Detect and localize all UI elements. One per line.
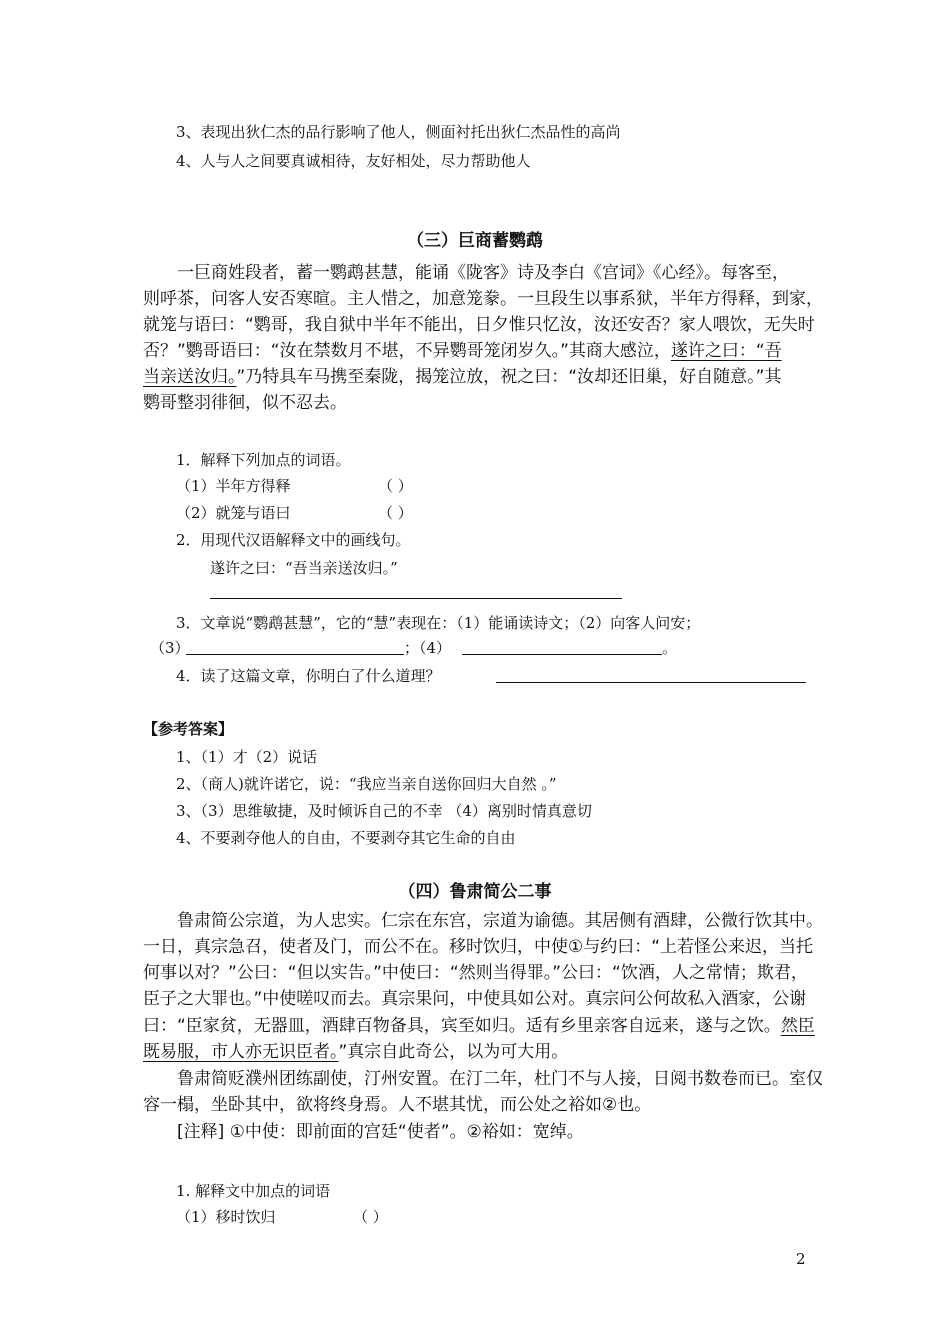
underlined-sentence-part2: 当亲送汝归。	[143, 367, 237, 387]
section4-title: （四）鲁肃简公二事	[398, 882, 552, 902]
answer-line-q3-4[interactable]	[462, 654, 662, 655]
section3-line5-text: ”乃特具车马携至秦陇，揭笼泣放，祝之曰：“汝却还旧巢，好自随意。”其	[236, 367, 782, 387]
section3-question3: 3．文章说“鹦鹉甚慧”，它的“慧”表现在：（1）能诵读诗文；（2）向客人问安；	[176, 614, 701, 632]
section3-para-line6: 鹦哥整羽徘徊，似不忍去。	[143, 393, 347, 413]
underlined-sentence-part1: 遂许之曰：“吾	[670, 341, 782, 361]
answer-3: 3、（3）思维敏捷，及时倾诉自己的不幸 （4）离别时情真意切	[176, 802, 592, 820]
answer-4: 4、不要剥夺他人的自由，不要剥夺其它生命的自由	[176, 829, 516, 847]
answer-paren-q1-2[interactable]: （ ）	[378, 504, 413, 522]
section4-q1-item1: （1）移时饮归	[176, 1208, 276, 1226]
prev-answer-3: 4、人与人之间要真诚相待，友好相处，尽力帮助他人	[176, 152, 531, 170]
answer-paren-s4-q1-1[interactable]: （ ）	[353, 1208, 388, 1226]
section4-underlined-part2: 既易服，市人亦无识臣者。	[143, 1042, 339, 1062]
section4-para2-line1: 鲁肃简贬濮州团练副使，汀州安置。在汀二年，杜门不与人接，日阅书数卷而已。室仅	[177, 1069, 823, 1089]
section3-para-line5	[143, 362, 781, 387]
section4-para1-line6	[143, 1037, 568, 1062]
section3-line4-text: 否？”鹦哥语曰：“汝在禁数月不堪，不异鹦哥笼闭岁久。”其商大感泣，	[143, 341, 671, 361]
section4-line6-text: ”真宗自此奇公，以为可大用。	[338, 1042, 569, 1062]
section3-para-line4	[143, 336, 782, 361]
section3-q1-item2: （2）就笼与语曰	[176, 504, 291, 522]
answers-title: 【参考答案】	[143, 720, 234, 738]
prev-answer-2: 3、表现出狄仁杰的品行影响了他人，侧面衬托出狄仁杰品性的高尚	[176, 123, 621, 141]
section3-title: （三）巨商蓄鹦鹉	[407, 231, 543, 251]
answer-paren-q1-1[interactable]: （ ）	[378, 477, 413, 495]
page-number: 2	[796, 1250, 806, 1268]
section4-question1: 1. 解释文中加点的词语	[176, 1182, 331, 1200]
answer-2: 2、（商人)就许诺它，说：“我应当亲自送你回归大自然 。”	[176, 775, 557, 793]
section4-para1-line2: 一日，真宗急召，使者及门，而公不在。移时饮归，中使①与约曰：“上若怪公来迟，当托	[143, 937, 814, 957]
answer-1: 1、（1）才（2）说话	[176, 748, 318, 766]
section3-q3-end: 。	[662, 639, 678, 657]
section3-para-line1: 一巨商姓段者，蓄一鹦鹉甚慧，能诵《陇客》诗及李白《宫词》《心经》。每客至，	[177, 263, 789, 283]
section3-question4: 4．读了这篇文章，你明白了什么道理？	[176, 667, 441, 685]
section3-para-line2: 则呼茶，问客人安否寒暄。主人惜之，加意笼豢。一旦段生以事系狱，半年方得释，到家，	[143, 289, 823, 309]
section4-para1-line5	[143, 1011, 815, 1036]
section4-para1-line3: 何事以对？”公曰：“但以实告。”中使曰：“然则当得罪。”公曰：“饮酒，人之常情；欺君，	[143, 963, 808, 983]
section3-q2-quote: 遂许之曰：“吾当亲送汝归。”	[210, 559, 398, 577]
section3-question2: 2．用现代汉语解释文中的画线句。	[176, 531, 411, 549]
section4-note: [注释] ①中使：即前面的宫廷“使者”。②裕如：宽绰。	[177, 1122, 584, 1142]
section3-question1: 1．解释下列加点的词语。	[176, 451, 351, 469]
section4-para1-line1: 鲁肃简公宗道，为人忠实。仁宗在东宫，宗道为谕德。其居侧有酒肆，公微行饮其中。	[177, 911, 823, 931]
answer-line-q4[interactable]	[496, 682, 806, 683]
section3-q3-item3: （3）	[150, 639, 190, 657]
answer-line-q3-3[interactable]	[186, 654, 404, 655]
section4-para1-line4: 臣子之大罪也。”中使嗟叹而去。真宗果问，中使具如公对。真宗问公何故私入酒家，公谢	[143, 989, 807, 1009]
section4-para2-line2: 容一榻，坐卧其中，欲将终身焉。人不堪其忧，而公处之裕如②也。	[143, 1095, 652, 1115]
section4-line5-text: 曰：“臣家贫，无器皿，酒肆百物备具，宾至如归。适有乡里亲客自远来，遂与之饮。	[143, 1016, 781, 1036]
section3-q1-item1: （1）半年方得释	[176, 477, 291, 495]
section3-q3-item4: ；（4）	[404, 639, 452, 657]
section4-underlined-part1: 然臣	[780, 1016, 815, 1036]
answer-line-q2[interactable]	[210, 598, 622, 599]
section3-para-line3: 就笼与语曰：“鹦哥，我自狱中半年不能出，日夕惟只忆汝，汝还安否？家人喂饮，无失时	[143, 315, 815, 335]
